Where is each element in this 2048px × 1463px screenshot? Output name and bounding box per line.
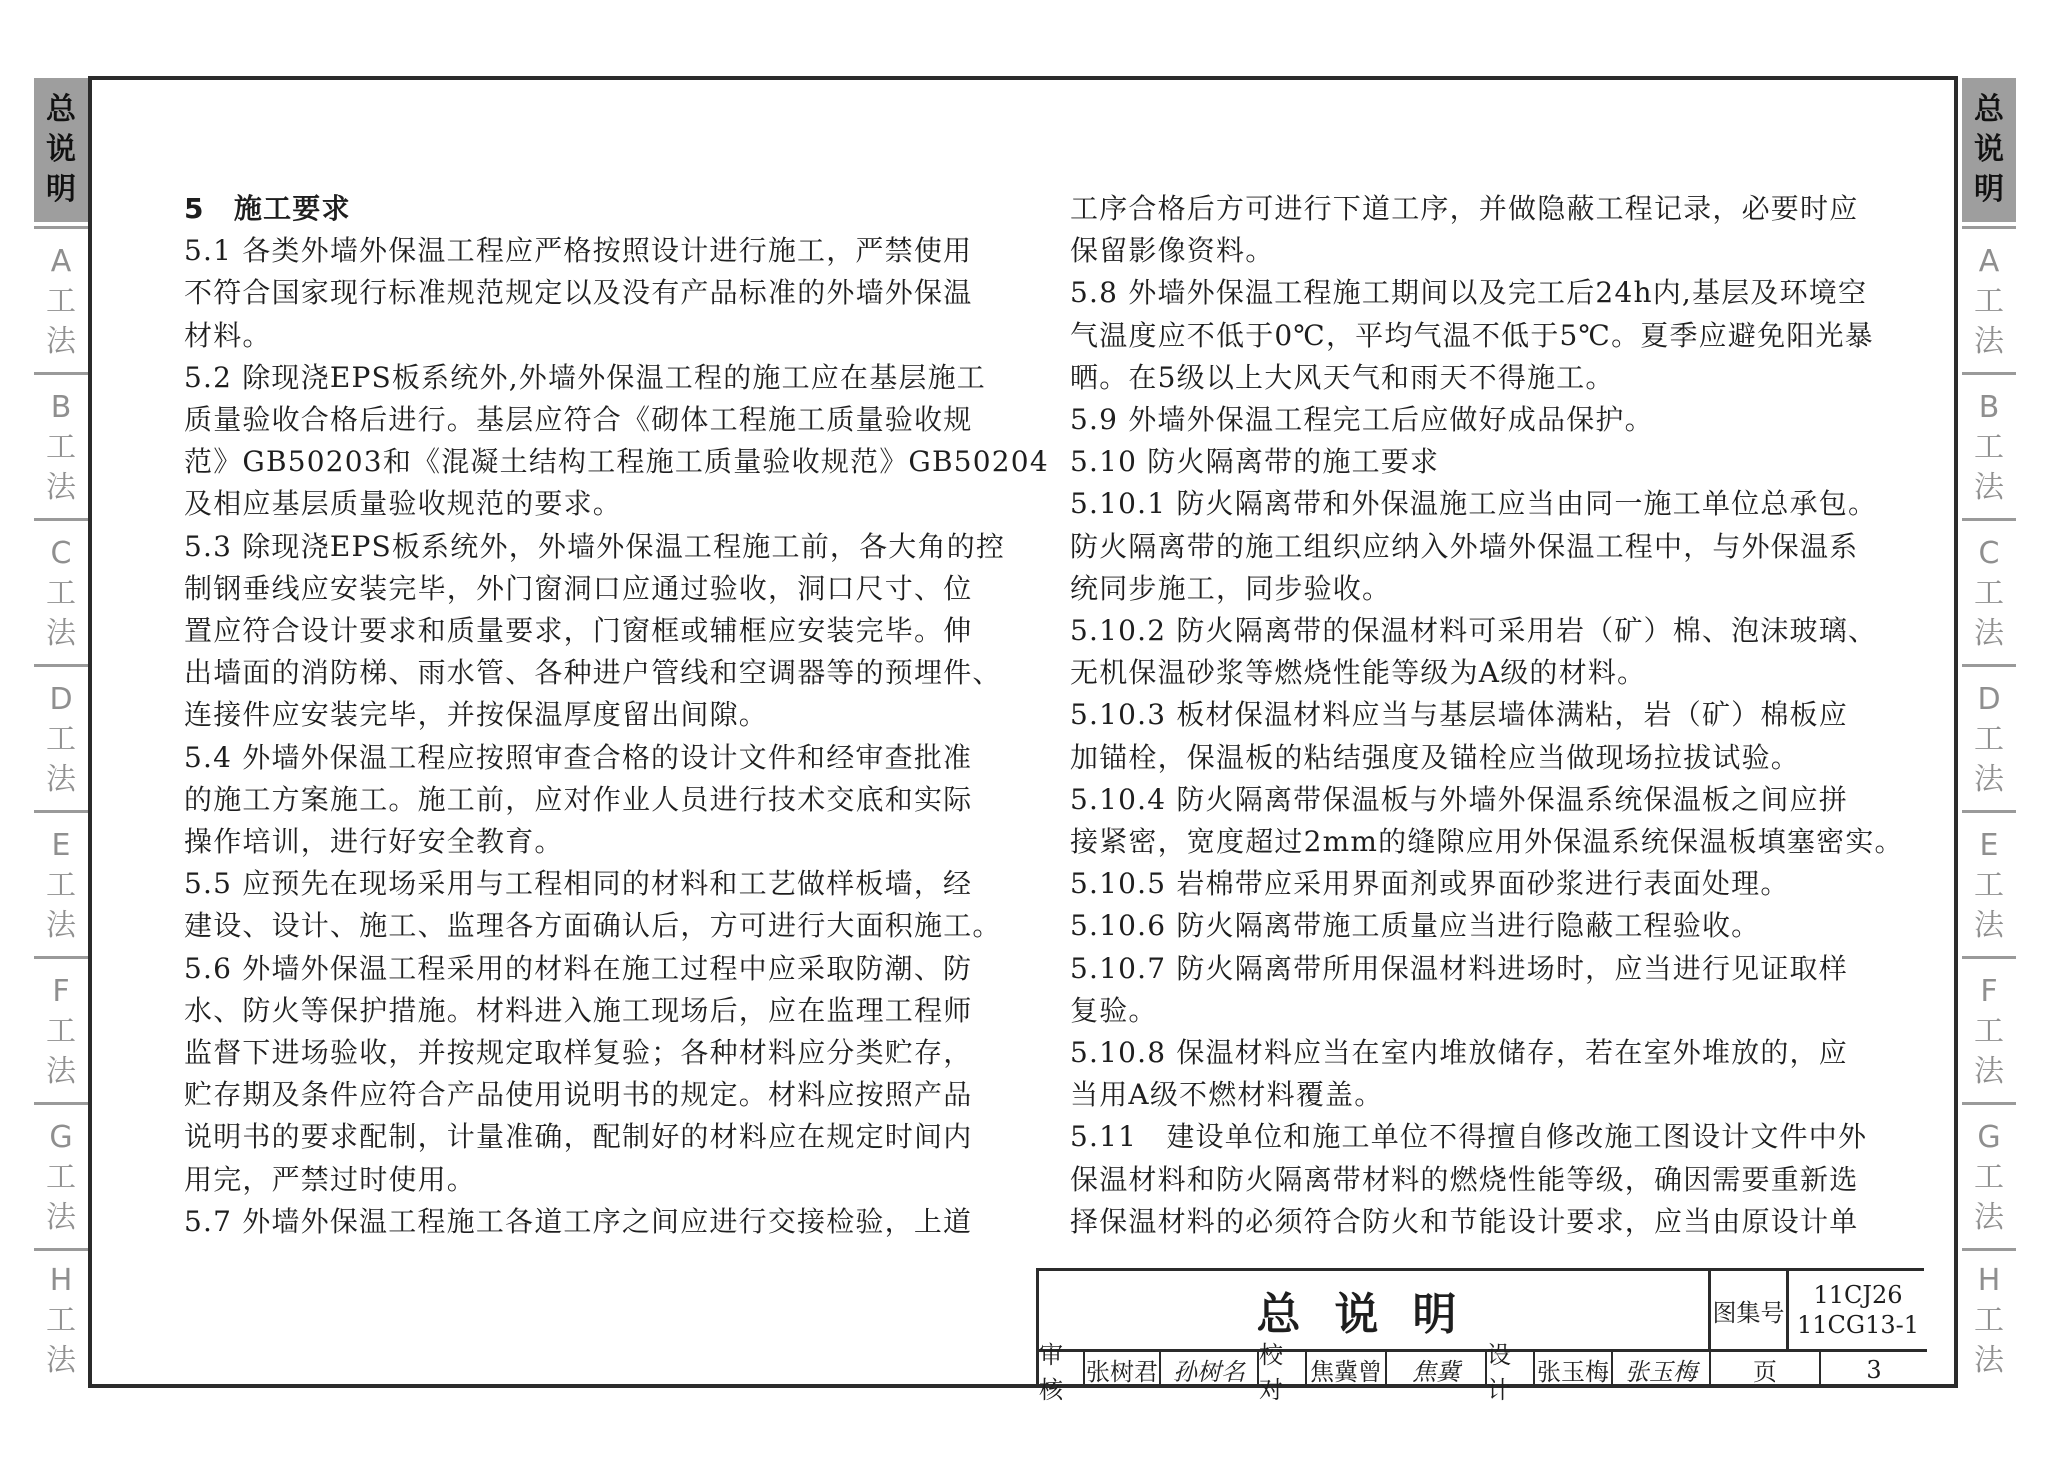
tab-text: H <box>49 1263 73 1298</box>
drawing-frame <box>88 76 1958 1388</box>
section-heading: 5 施工要求 <box>184 192 351 225</box>
tab-text: 工 <box>46 1303 76 1338</box>
tab-general-notes[interactable] <box>1962 78 2016 222</box>
checker-signature: 焦冀 <box>1387 1352 1487 1387</box>
tab-text: 工 <box>1974 1160 2004 1195</box>
tab-text: A <box>50 244 72 279</box>
text-line: 晒。在5级以上大风天气和雨天不得施工。 <box>1070 360 1615 394</box>
tab-method-h[interactable] <box>1962 1248 2016 1391</box>
tab-text: B <box>50 390 72 425</box>
tab-method-e[interactable] <box>34 810 88 959</box>
tab-text: 工 <box>1974 284 2004 319</box>
tab-text: 工 <box>1974 1303 2004 1338</box>
tab-text: H <box>1977 1263 2001 1298</box>
tab-text: 明 <box>1974 172 2004 207</box>
text-line: 操作培训，进行好安全教育。 <box>184 825 564 859</box>
tab-text: F <box>52 974 70 1009</box>
text-line: 5.2 除现浇EPS板系统外,外墙外保温工程的施工应在基层施工 <box>184 360 986 394</box>
tab-method-f[interactable] <box>34 956 88 1105</box>
tab-method-c[interactable] <box>1962 518 2016 667</box>
text-line: 制钢垂线应安装完毕，外门窗洞口应通过验收，洞口尺寸、位 <box>184 571 973 605</box>
tab-text: E <box>1979 828 1999 863</box>
text-line: 5.10 防火隔离带的施工要求 <box>1070 445 1440 479</box>
text-line: 5.7 外墙外保温工程施工各道工序之间应进行交接检验，上道 <box>184 1204 973 1238</box>
tab-text: 说 <box>46 132 76 167</box>
text-line: 出墙面的消防梯、雨水管、各种进户管线和空调器等的预埋件、 <box>184 656 1002 690</box>
text-line: 5.5 应预先在现场采用与工程相同的材料和工艺做样板墙，经 <box>184 867 973 901</box>
text-line: 5.9 外墙外保温工程完工后应做好成品保护。 <box>1070 403 1654 437</box>
text-line: 水、防火等保护措施。材料进入施工现场后，应在监理工程师 <box>184 993 973 1027</box>
tab-text: 明 <box>46 172 76 207</box>
text-line: 用完，严禁过时使用。 <box>184 1162 477 1196</box>
tab-text: 工 <box>1974 722 2004 757</box>
designer-signature: 张玉梅 <box>1613 1352 1711 1387</box>
text-line: 贮存期及条件应符合产品使用说明书的规定。材料应按照产品 <box>184 1078 973 1112</box>
title-block <box>1036 1268 1924 1404</box>
tab-general-notes[interactable] <box>34 78 88 222</box>
text-line: 当用A级不燃材料覆盖。 <box>1070 1078 1384 1112</box>
tab-method-h[interactable] <box>34 1248 88 1391</box>
tab-text: 工 <box>46 284 76 319</box>
atlas-code-1: 11CJ26 <box>1813 1281 1903 1309</box>
tab-text: 工 <box>46 576 76 611</box>
text-line: 接紧密，宽度超过2mm的缝隙应用外保温系统保温板填塞密实。 <box>1070 825 1904 859</box>
atlas-code <box>1789 1271 1927 1349</box>
text-line: 5.10.7 防火隔离带所用保温材料进场时，应当进行见证取样 <box>1070 951 1848 985</box>
text-line: 统同步施工，同步验收。 <box>1070 571 1392 605</box>
tab-text: 法 <box>46 1054 76 1089</box>
page-number: 3 <box>1866 1355 1882 1384</box>
tab-text: 法 <box>46 470 76 505</box>
signature-row <box>1039 1340 1927 1404</box>
checker-name: 焦冀曾 <box>1307 1352 1387 1387</box>
text-line: 加锚栓，保温板的粘结强度及锚栓应当做现场拉拔试验。 <box>1070 740 1801 774</box>
tab-method-b[interactable] <box>34 372 88 521</box>
tab-method-g[interactable] <box>34 1102 88 1251</box>
text-line: 无机保温砂浆等燃烧性能等级为A级的材料。 <box>1070 656 1647 690</box>
text-line: 5.10.4 防火隔离带保温板与外墙外保温系统保温板之间应拼 <box>1070 782 1848 816</box>
tab-text: 工 <box>1974 430 2004 465</box>
text-line: 复验。 <box>1070 993 1158 1027</box>
tab-text: 工 <box>46 1160 76 1195</box>
text-line: 监督下进场验收，并按规定取样复验；各种材料应分类贮存， <box>184 1036 973 1070</box>
tab-text: C <box>1978 536 2000 571</box>
tab-method-f[interactable] <box>1962 956 2016 1105</box>
tab-method-a[interactable] <box>34 226 88 375</box>
text-line: 5.10.6 防火隔离带施工质量应当进行隐蔽工程验收。 <box>1070 909 1761 943</box>
designer-name: 张玉梅 <box>1535 1352 1613 1387</box>
text-line: 连接件应安装完毕，并按保温厚度留出间隙。 <box>184 698 769 732</box>
text-line: 及相应基层质量验收规范的要求。 <box>184 487 623 521</box>
tab-text: E <box>51 828 71 863</box>
tab-text: 法 <box>46 1343 76 1378</box>
tab-text: B <box>1978 390 2000 425</box>
page-label: 页 <box>1711 1352 1821 1387</box>
tab-text: 法 <box>1974 908 2004 943</box>
text-line: 建设、设计、施工、监理各方面确认后，方可进行大面积施工。 <box>184 909 1002 943</box>
text-line: 工序合格后方可进行下道工序，并做隐蔽工程记录，必要时应 <box>1070 192 1859 225</box>
text-line: 5.11 建设单位和施工单位不得擅自修改施工图设计文件中外 <box>1070 1120 1868 1154</box>
text-line: 5.10.2 防火隔离带的保温材料可采用岩（矿）棉、泡沫玻璃、 <box>1070 614 1878 648</box>
text-line: 择保温材料的必须符合防火和节能设计要求，应当由原设计单 <box>1070 1204 1859 1238</box>
tab-text: G <box>49 1120 73 1155</box>
design-label: 设计 <box>1487 1352 1535 1387</box>
tab-method-e[interactable] <box>1962 810 2016 959</box>
right-column <box>1070 188 1970 1243</box>
tab-text: D <box>49 682 73 717</box>
text-line: 不符合国家现行标准规范规定以及没有产品标准的外墙外保温 <box>184 276 973 310</box>
reviewer-signature: 孙树名 <box>1161 1352 1259 1387</box>
tab-text: 法 <box>1974 324 2004 359</box>
text-line: 5.8 外墙外保温工程施工期间以及完工后24h内,基层及环境空 <box>1070 276 1868 310</box>
tab-method-g[interactable] <box>1962 1102 2016 1251</box>
atlas-label: 图集号 <box>1711 1271 1789 1349</box>
tab-text: 法 <box>1974 762 2004 797</box>
text-line: 5.10.5 岩棉带应采用界面剂或界面砂浆进行表面处理。 <box>1070 867 1790 901</box>
left-side-tabs <box>34 78 88 1388</box>
tab-text: 法 <box>46 324 76 359</box>
tab-method-d[interactable] <box>1962 664 2016 813</box>
tab-text: 法 <box>46 1200 76 1235</box>
tab-text: 法 <box>1974 1200 2004 1235</box>
text-line: 范》GB50203和《混凝土结构工程施工质量验收规范》GB50204 <box>184 445 1049 479</box>
tab-text: 总 <box>1974 92 2004 127</box>
tab-text: 工 <box>1974 576 2004 611</box>
text-line: 防火隔离带的施工组织应纳入外墙外保温工程中，与外保温系 <box>1070 529 1859 563</box>
text-line: 5.6 外墙外保温工程采用的材料在施工过程中应采取防潮、防 <box>184 951 973 985</box>
tab-text: 工 <box>1974 868 2004 903</box>
text-line: 材料。 <box>184 318 272 352</box>
text-line: 气温度应不低于0℃，平均气温不低于5℃。夏季应避免阳光暴 <box>1070 318 1874 352</box>
tab-text: 工 <box>46 430 76 465</box>
text-line: 保留影像资料。 <box>1070 234 1275 268</box>
tab-text: 法 <box>46 762 76 797</box>
tab-text: 工 <box>46 868 76 903</box>
tab-text: G <box>1977 1120 2001 1155</box>
text-line: 的施工方案施工。施工前，应对作业人员进行技术交底和实际 <box>184 782 973 816</box>
left-column <box>184 188 1084 1243</box>
tab-method-c[interactable] <box>34 518 88 667</box>
tab-text: 工 <box>46 722 76 757</box>
tab-text: A <box>1978 244 2000 279</box>
tab-text: 法 <box>46 908 76 943</box>
check-label: 校对 <box>1259 1352 1307 1387</box>
tab-text: 法 <box>1974 1054 2004 1089</box>
tab-text: 说 <box>1974 132 2004 167</box>
text-line: 5.10.1 防火隔离带和外保温施工应当由同一施工单位总承包。 <box>1070 487 1878 521</box>
text-line: 5.4 外墙外保温工程应按照审查合格的设计文件和经审查批准 <box>184 740 973 774</box>
tab-text: 法 <box>46 616 76 651</box>
text-line: 置应符合设计要求和质量要求，门窗框或辅框应安装完毕。伸 <box>184 614 973 648</box>
text-line: 5.3 除现浇EPS板系统外，外墙外保温工程施工前，各大角的控 <box>184 529 1006 563</box>
tab-text: C <box>50 536 72 571</box>
text-line: 说明书的要求配制，计量准确，配制好的材料应在规定时间内 <box>184 1120 973 1154</box>
text-line: 保温材料和防火隔离带材料的燃烧性能等级，确因需要重新选 <box>1070 1162 1859 1196</box>
text-line: 质量验收合格后进行。基层应符合《砌体工程施工质量验收规 <box>184 403 973 437</box>
reviewer-name: 张树君 <box>1085 1352 1161 1387</box>
tab-text: 总 <box>46 92 76 127</box>
tab-text: 法 <box>1974 616 2004 651</box>
text-line: 5.10.3 板材保温材料应当与基层墙体满粘，岩（矿）棉板应 <box>1070 698 1848 732</box>
text-line: 5.10.8 保温材料应当在室内堆放储存，若在室外堆放的，应 <box>1070 1036 1848 1070</box>
tab-text: 法 <box>1974 1343 2004 1378</box>
tab-text: 工 <box>46 1014 76 1049</box>
tab-text: 工 <box>1974 1014 2004 1049</box>
tab-text: D <box>1977 682 2001 717</box>
sheet-title: 总说明 <box>1039 1271 1711 1349</box>
text-line: 5.1 各类外墙外保温工程应严格按照设计进行施工，严禁使用 <box>184 234 973 268</box>
tab-text: F <box>1980 974 1998 1009</box>
tab-method-b[interactable] <box>1962 372 2016 521</box>
tab-text: 法 <box>1974 470 2004 505</box>
right-side-tabs <box>1962 78 2016 1388</box>
tab-method-a[interactable] <box>1962 226 2016 375</box>
review-label: 审核 <box>1039 1352 1085 1387</box>
atlas-code-2: 11CG13-1 <box>1797 1311 1919 1339</box>
tab-method-d[interactable] <box>34 664 88 813</box>
